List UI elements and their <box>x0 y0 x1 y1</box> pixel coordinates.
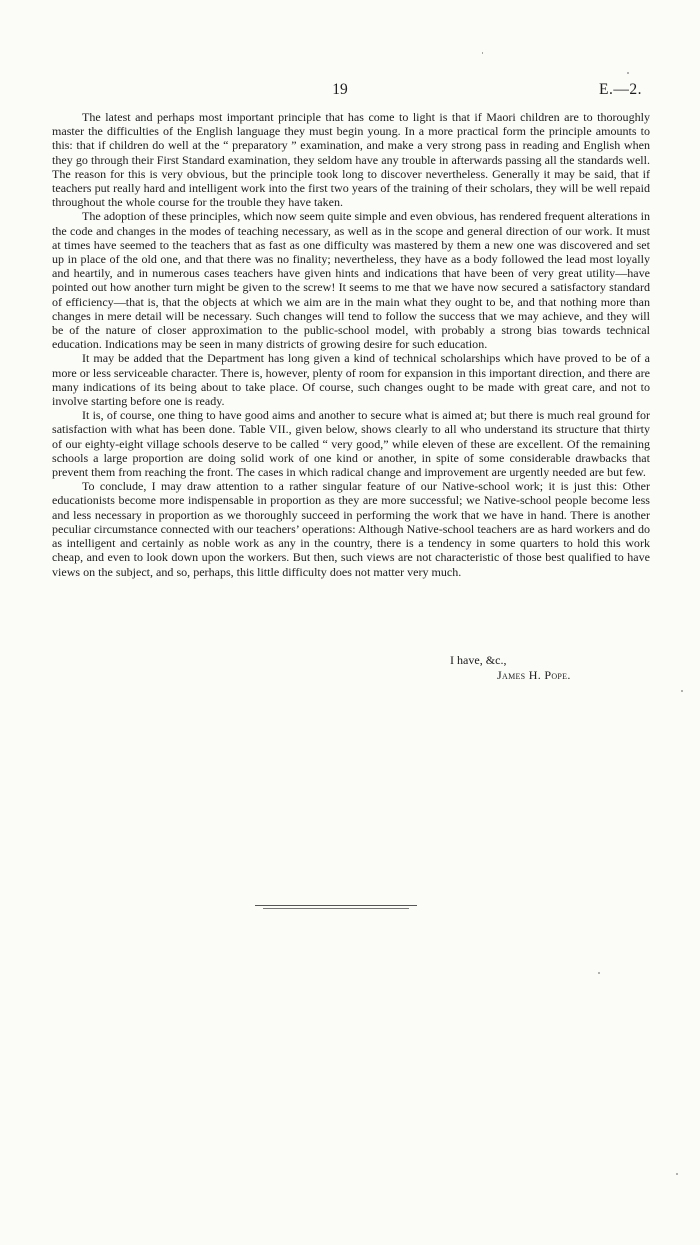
salutation: I have, &c., <box>450 653 507 667</box>
scan-speck <box>482 52 483 54</box>
end-rule-line-lower <box>263 908 409 909</box>
letter-closing <box>52 653 650 693</box>
scan-speck <box>627 72 629 74</box>
signature: James H. Pope. <box>497 668 571 682</box>
paragraph-scholarships: It may be added that the Department has long given a kind of technical scholarships which have proved to be of a more or less serviceable character. There is, however, plenty of room for expansion in this important direction, and there are many indications of its being about to take place. Of course, such changes ought to be made with great care, and not to involve starting before one is ready. <box>52 351 650 409</box>
scan-speck <box>681 690 683 692</box>
report-reference: E.—2. <box>599 81 642 98</box>
end-rule-line-upper <box>255 905 417 906</box>
page-number: 19 <box>332 81 348 98</box>
scan-speck <box>676 1173 678 1175</box>
paragraph-aims: It is, of course, one thing to have good aims and another to secure what is aimed at; but there is much real ground for satisfaction with what has been done. Table VII., given below, shows clearly to all who understand its structure that thirty of our eighty-eight village schools deserve to be called “ very good,” while eleven of these are excellent. Of the remaining schools a large proportion are doing solid work of one kind or another, in spite of some considerable drawbacks that prevent them from reaching the front. The cases in which radical change and improvement are urgently needed are but few. <box>52 408 650 480</box>
end-rule-divider <box>255 905 417 910</box>
body-text <box>52 110 650 579</box>
paragraph-adoption: The adoption of these principles, which now seem quite simple and even obvious, has rendered frequent alterations in the code and changes in the modes of teaching necessary, as well as in the scope and general direction of our work. It must at times have seemed to the teachers that as fast as one difficulty was mastered by them a new one was discovered and set up in place of the old one, and that there was no finality; nevertheless, they have as a body followed the lead most loyally and heartily, and in numerous cases teachers have given hints and indications that have been of very great utility—have pointed out how another turn might be given to the screw! It seems to me that we have now secured a satisfactory standard of efficiency—that is, that the objects at which we aim are in the main what they ought to be, and that nothing more than changes in mere detail will be necessary. Such changes will tend to follow the success that we may achieve, and they will be of the nature of closer approximation to the public-school model, with probably a strong bias towards technical education. Indications may be seen in many districts of growing desire for such education. <box>52 209 650 352</box>
paragraph-conclusion: To conclude, I may draw attention to a rather singular feature of our Native-school work; it is just this: Other educationists become more indispensable in proportion as they are more successful; we Native-school people become less and less necessary in proportion as we thoroughly succeed in performing the work that we have in hand. There is another peculiar circumstance connected with our teachers’ operations: Although Native-school teachers are as hard workers and do as intelligent and certainly as noble work as any in the country, there is a tendency in some quarters to hold this work cheap, and even to look down upon the workers. But then, such views are not characteristic of those best qualified to have views on the subject, and so, perhaps, this little difficulty does not matter very much. <box>52 479 650 579</box>
paragraph-principle: The latest and perhaps most important principle that has come to light is that if Maori children are to thoroughly master the difficulties of the English language they must begin young. In a more practical form the principle amounts to this: that if children do well at the “ preparatory ” examination, and make a very strong pass in reading and English when they go through their First Standard examination, they seldom have any trouble in afterwards passing all the standards well. The reason for this is very obvious, but the principle took long to discover nevertheless. Generally it may be said, that if teachers put really hard and intelligent work into the first two years of the training of their scholars, they will be well repaid throughout the whole course for the trouble they have taken. <box>52 110 650 210</box>
scan-speck <box>598 972 600 974</box>
